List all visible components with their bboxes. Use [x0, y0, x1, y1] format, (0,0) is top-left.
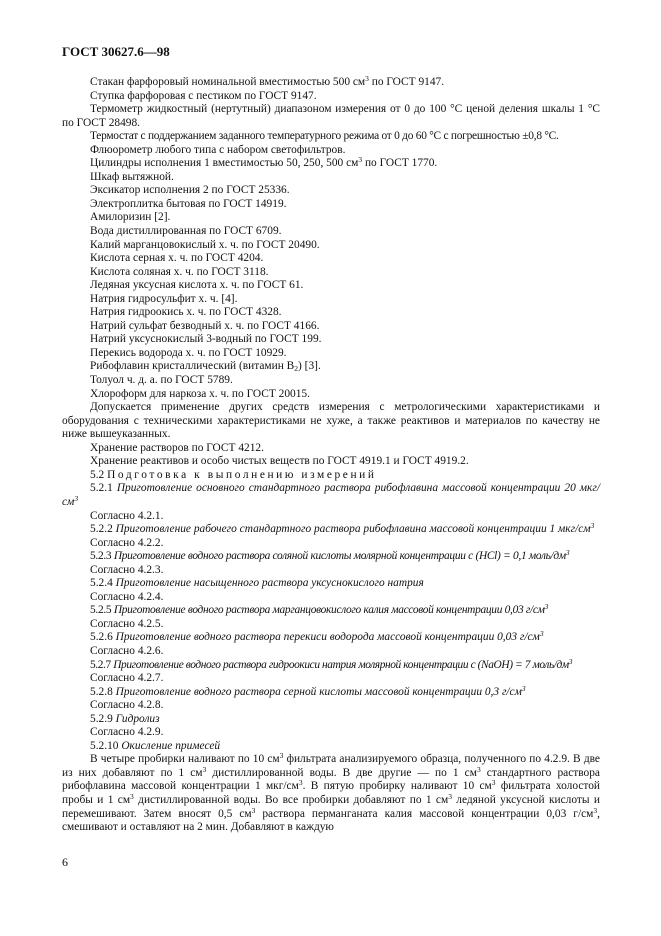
section-number: 5.2.4: [90, 577, 116, 590]
text-span: по ГОСТ 1770.: [362, 157, 438, 170]
section-number: 5.2.2: [90, 523, 116, 536]
section-title: Приготовление водного раствора перекиси водорода массовой концентрации 0,03 г/см: [115, 631, 540, 644]
text-line: Шкаф вытяжной.: [90, 170, 174, 183]
text-span: фильтрата анализируемого образца, полученного по 4.2.9. В две из них добавляют по 1 см: [62, 753, 600, 779]
text-line: Амилоризин [2].: [90, 211, 171, 224]
section-title: Приготовление основного стандартного раствора рибофлавина массовой концентрации 20 мкг/см: [62, 482, 600, 508]
text-span: Цилиндры исполнения 1 вместимостью 50, 250, 500 см: [90, 157, 359, 170]
subsection-heading: [62, 482, 600, 509]
text-span: раствора перманганата калия массовой концентрации 0,03 г/см: [255, 807, 594, 820]
section-title: Приготовление насыщенного раствора уксуснокислого натрия: [115, 577, 424, 590]
text-line: [62, 76, 600, 90]
superscript: 3: [448, 791, 452, 801]
text-line: [62, 360, 600, 374]
text-line: Натрий сульфат безводный х. ч. по ГОСТ 4166.: [90, 319, 320, 332]
section-number: 5.2: [90, 468, 108, 481]
text-span: В четыре пробирки наливают по 10 см: [90, 753, 280, 766]
superscript: 3: [365, 74, 369, 83]
text-line: Термостат с поддержанием заданного температурного режима от 0 до 60 °С с погрешностью ±0,8 °С.: [90, 130, 559, 143]
subsection-heading: [62, 604, 600, 618]
superscript: 3: [298, 778, 303, 788]
section-title: Приготовление водного раствора серной кислоты массовой концентрации 0,3 г/см: [115, 685, 522, 698]
text-line: Натрия гидросульфит х. ч. [4].: [90, 292, 238, 305]
text-span: дистиллированной воды. Во все пробирки добавляют по 1 см: [133, 793, 449, 806]
superscript: 3: [521, 683, 526, 693]
reference-line: Согласно 4.2.6.: [90, 644, 164, 657]
section-title: Приготовление водного раствора соляной кислоты молярной концентрации с (HCl) = 0,1 моль/дм: [113, 550, 566, 563]
text-span: , смешивают и оставляют на 2 мин. Добавляют в каждую: [62, 807, 600, 834]
text-span: стандартного раствора рибофлавина массовой концентрации 1 мкг/см: [62, 766, 600, 793]
section-title: Подготовка к выполнению измерений: [107, 468, 377, 481]
paragraph: [62, 753, 600, 834]
text-span: по ГОСТ 9147.: [368, 76, 445, 88]
text-line: Перекись водорода х. ч. по ГОСТ 10929.: [90, 346, 287, 359]
text-line: Электроплитка бытовая по ГОСТ 14919.: [90, 197, 287, 210]
text-line: Натрий уксуснокислый 3-водный по ГОСТ 199.: [90, 333, 322, 346]
section-number: 5.2.6: [90, 631, 116, 644]
text-line: Толуол ч. д. а. по ГОСТ 5789.: [90, 374, 233, 387]
section-title: Гидролиз: [115, 712, 160, 725]
text-line: Ступка фарфоровая с пестиком по ГОСТ 9147.: [90, 89, 317, 102]
subsection-heading: [62, 713, 600, 727]
reference-line: Согласно 4.2.4.: [90, 590, 164, 603]
text-line: Кислота соляная х. ч. по ГОСТ 3118.: [90, 265, 269, 278]
superscript: 3: [539, 629, 544, 639]
document-header: ГОСТ 30627.6—98: [62, 44, 170, 59]
subsection-heading: [62, 656, 600, 673]
text-line: Хранение растворов по ГОСТ 4212.: [90, 441, 264, 454]
subsection-heading: [62, 631, 600, 645]
text-line: Натрия гидроокись х. ч. по ГОСТ 4328.: [90, 306, 282, 319]
section-number: 5.2.9: [90, 712, 116, 725]
text-line: Хлороформ для наркоза х. ч. по ГОСТ 20015.: [90, 387, 310, 400]
subsection-heading: [62, 740, 600, 754]
superscript: 3: [251, 805, 256, 815]
subsection-heading: [62, 683, 600, 700]
text-span: ) [3].: [298, 360, 321, 373]
superscript: 3: [202, 764, 207, 774]
section-number: 5.2.10: [90, 739, 122, 752]
superscript: 3: [544, 602, 549, 612]
text-line: Хранение реактивов и особо чистых веществ по ГОСТ 4919.1 и ГОСТ 4919.2.: [90, 455, 469, 468]
section-number: 5.2.7: [90, 658, 114, 671]
superscript: 3: [358, 155, 363, 165]
text-line: Вода дистиллированная по ГОСТ 6709.: [90, 225, 282, 238]
text-line: Флюорометр любого типа с набором светофильтров.: [90, 143, 346, 156]
superscript: 3: [593, 805, 598, 815]
superscript: 3: [568, 656, 573, 666]
section-title: Приготовление водного раствора марганцовокислого калия массовой концентрации 0,03 г/см: [113, 604, 545, 617]
reference-line: Согласно 4.2.8.: [90, 699, 164, 712]
superscript: 3: [565, 548, 570, 558]
reference-line: Согласно 4.2.7.: [90, 672, 164, 685]
reference-line: Согласно 4.2.2.: [90, 536, 164, 549]
superscript: 3: [279, 751, 284, 761]
page-number: 6: [62, 855, 68, 869]
text-line: Эксикатор исполнения 2 по ГОСТ 25336.: [90, 184, 290, 197]
text-line: Калий марганцовокислый х. ч. по ГОСТ 20490.: [90, 238, 320, 251]
reference-line: Согласно 4.2.5.: [90, 617, 164, 630]
superscript: 3: [476, 764, 481, 774]
text-line: Кислота серная х. ч. по ГОСТ 4204.: [90, 252, 264, 265]
text-span: Стакан фарфоровый номинальной вместимостью 500 см: [90, 76, 366, 88]
document-body: [62, 76, 600, 835]
text-span: ледяной уксусной кислоты и перемешивают. Затем вносят 0,5 см: [62, 793, 600, 820]
subsection-heading: [62, 577, 600, 591]
section-number: 5.2.3: [90, 550, 114, 563]
subsection-heading: [62, 523, 600, 537]
text-line: Термометр жидкостный (нертутный) диапазоном измерения от 0 до 100 °С ценой деления шкалы 1 °С по ГОСТ 28498.: [62, 103, 600, 129]
superscript: 3: [590, 521, 595, 531]
text-line: Ледяная уксусная кислота х. ч. по ГОСТ 61.: [90, 279, 304, 292]
reference-line: Согласно 4.2.1.: [90, 509, 164, 522]
section-number: 5.2.1: [90, 482, 117, 495]
section-heading: [62, 469, 600, 483]
subscript: 2: [294, 364, 299, 374]
superscript: 3: [130, 791, 134, 801]
paragraph: Допускается применение других средств измерения с метрологическими характеристиками и оборудования с техническими характеристиками не хуже, а также реактивов и материалов по качеству не ниже вышеуказанных.: [62, 401, 600, 441]
text-span: фильтрата холостой пробы и 1 см: [62, 780, 600, 806]
reference-line: Согласно 4.2.9.: [90, 726, 164, 739]
text-line: [62, 157, 600, 171]
section-number: 5.2.8: [90, 685, 116, 698]
section-title: Приготовление рабочего стандартного раствора рибофлавина массовой концентрации 1 мкг/см: [115, 523, 591, 536]
text-span: дистиллированной воды. В две другие — по 1 см: [206, 766, 477, 779]
superscript: 3: [74, 493, 79, 503]
section-number: 5.2.5: [90, 604, 114, 617]
reference-line: Согласно 4.2.3.: [90, 563, 164, 576]
superscript: 3: [491, 778, 496, 788]
section-title: Окисление примесей: [121, 739, 221, 752]
text-span: Рибофлавин кристаллический (витамин В: [90, 360, 295, 373]
subsection-heading: [62, 550, 600, 564]
section-title: Приготовление водного раствора гидроокиси натрия молярной концентрации с (NaOH) = 7 моль/дм: [113, 658, 569, 671]
text-span: . В пятую пробирку наливают 10 см: [302, 780, 492, 793]
